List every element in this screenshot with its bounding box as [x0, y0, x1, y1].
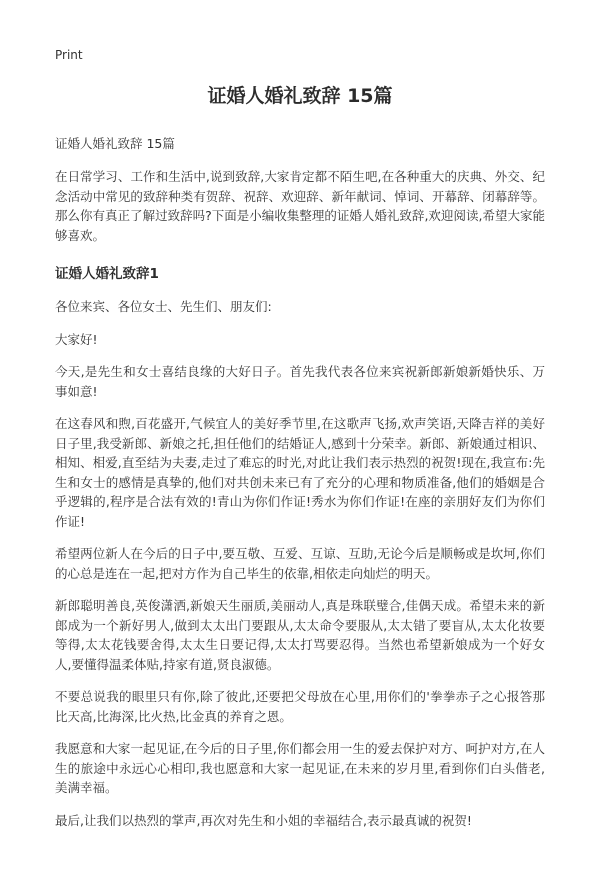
page-title: 证婚人婚礼致辞 15篇 [207, 85, 393, 107]
paragraph-greeting: 各位来宾、各位女士、先生们、朋友们: [55, 299, 272, 315]
paragraph: 今天,是先生和女士喜结良缘的大好日子。首先我代表各位来宾祝新郎新娘新婚快乐、万事如意! [55, 364, 545, 399]
paragraph: 新郎聪明善良,英俊潇洒,新娘天生丽质,美丽动人,真是珠联璧合,佳偶天成。希望未来的新郎成为一个新好男人,做到太太出门要跟从,太太命令要服从,太太错了要盲从,太太化妆要等得,太太花钱要舍得,太太生日要记得,太太打骂要忍得。当然也希望新娘成为一个好女人,要懂得温柔体贴,持家有道,贤良淑德。 [55, 598, 545, 672]
paragraph: 不要总说我的眼里只有你,除了彼此,还要把父母放在心里,用你们的'拳拳赤子之心报答那比天高,比海深,比火热,比金真的养育之恩。 [55, 689, 545, 724]
paragraph-closing: 最后,让我们以热烈的掌声,再次对先生和小姐的幸福结合,表示最真诚的祝贺! [55, 812, 472, 828]
intro-paragraph: 在日常学习、工作和生活中,说到致辞,大家肯定都不陌生吧,在各种重大的庆典、外交、纪念活动中常见的致辞种类有贺辞、祝辞、欢迎辞、新年献词、悼词、开幕辞、闭幕辞等。那么你有真正了解过致辞吗?下面是小编收集整理的证婚人婚礼致辞,欢迎阅读,希望大家能够喜欢。 [55, 169, 545, 243]
paragraph-hello: 大家好! [55, 331, 98, 347]
paragraph: 我愿意和大家一起见证,在今后的日子里,你们都会用一生的爱去保护对方、呵护对方,在人生的旅途中永远心心相印,我也愿意和大家一起见证,在未来的岁月里,看到你们白头偕老,美满幸福。 [55, 741, 545, 796]
paragraph: 希望两位新人在今后的日子中,要互敬、互爱、互谅、互助,无论今后是顺畅或是坎坷,你们的心总是连在一起,把对方作为自己毕生的依靠,相依走向灿烂的明天。 [55, 546, 545, 581]
document-subtitle: 证婚人婚礼致辞 15篇 [55, 135, 175, 151]
section-heading: 证婚人婚礼致辞1 [55, 266, 159, 283]
print-link[interactable]: Print [55, 48, 83, 62]
paragraph: 在这春风和煦,百花盛开,气候宜人的美好季节里,在这歌声飞扬,欢声笑语,天降吉祥的美好日子里,我受新郎、新娘之托,担任他们的结婚证人,感到十分荣幸。新郎、新娘通过相识、相知、相爱,直至结为夫妻,走过了难忘的时光,对此让我们表示热烈的祝贺!现在,我宣布:先生和女士的感情是真挚的,他们对共创未来已有了充分的心理和物质准备,他们的婚姻是合乎逻辑的,程序是合法有效的!青山为你们作证!秀水为你们作证!在座的亲朋好友们为你们作证! [55, 416, 545, 529]
